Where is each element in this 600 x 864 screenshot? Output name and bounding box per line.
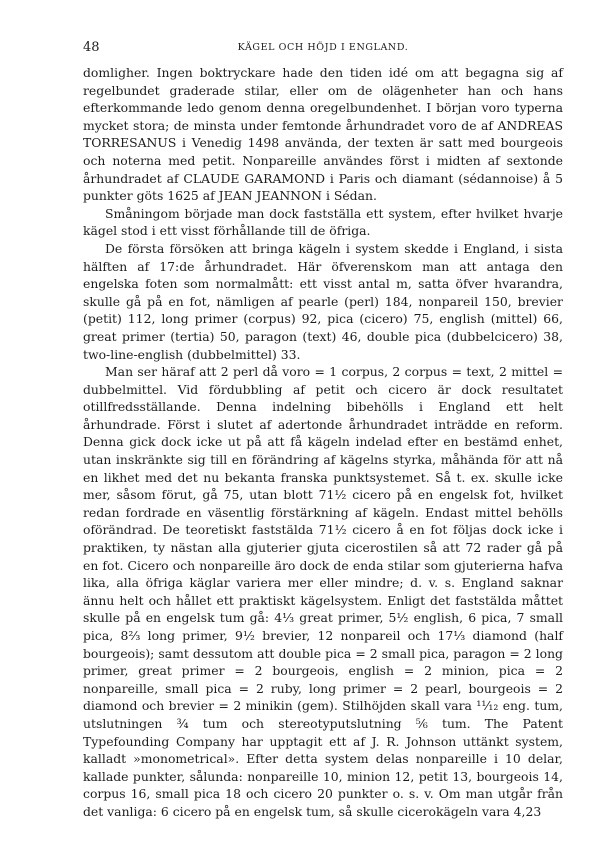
body-text <box>83 64 563 821</box>
paragraph: De första försöken att bringa kägeln i system skedde i England, i sista hälften af 17:de århundradet. Här öfverenskom man att antaga den engelska foten som normalmått: ett visst antal m, satta öfver hvarandra, skulle gå på en fot, nämligen af pearle (perl) 184, nonpareil 150, brevier (petit) 112, long primer (corpus) 92, pica (cicero) 75, english (mittel) 66, great primer (tertia) 50, paragon (text) 46, double pica (dubbelcicero) 38, two-line-english (dubbelmittel) 33. <box>83 240 563 362</box>
paragraph: Man ser häraf att 2 perl då voro = 1 corpus, 2 corpus = text, 2 mittel = dubbelmittel. Vid fördubbling af petit och cicero är dock resultatet otillfredsställande. Denna indelning bibehölls i England ett helt århundrade. Först i slutet af adertonde århundradet inträdde en reform. Denna gick dock icke ut på att få kägeln indelad efter en bestämd enhet, utan inskränkte sig till en förändring af kägelns styrka, måhända för att nå en likhet med det nu bekanta franska punktsystemet. Så t. ex. skulle icke mer, såsom förut, gå 75, utan blott 71½ cicero på en engelsk fot, hvilket redan fordrade en väsentlig förstärkning af kägeln. Endast mittel behölls oförändrad. De teoretiskt faststälda 71½ cicero å en fot följas dock icke i praktiken, ty nästan alla gjuterier gjuta cicerostilen så att 72 rader gå på en fot. Cicero och nonpareille äro dock de enda stilar som gjuterierna hafva lika, alla öfriga käglar variera mer eller mindre; d. v. s. England saknar ännu helt och hållet ett praktiskt kägelsystem. Enligt det faststälda måttet skulle på en engelsk tum gå: 4⅓ great primer, 5½ english, 6 pica, 7 small pica, 8⅔ long primer, 9½ brevier, 12 nonpareil och 17⅓ diamond (half bourgeois); samt dessutom att double pica = 2 small pica, paragon = 2 long primer, great primer = 2 bourgeois, english = 2 minion, pica = 2 nonpareille, small pica = 2 ruby, long primer = 2 pearl, bourgeois = 2 diamond och brevier = 2 minikin (gem). Stilhöjden skall vara ¹¹⁄₁₂ eng. tum, utslutningen ³⁄₄ tum och stereotyputslutning ⁵⁄₆ tum. The Patent Typefounding Company har upptagit ett af J. R. Johnson uttänkt system, kalladt »monometrical». Efter detta system delas nonpareille i 10 delar, kallade punkter, sålunda: nonpareille 10, minion 12, petit 13, bourgeois 14, corpus 16, small pica 18 och cicero 20 punkter o. s. v. Om man utgår från det vanliga: 6 cicero på en engelsk tum, så skulle cicerokägeln vara 4,23 <box>83 364 563 819</box>
running-head: KÄGEL OCH HÖJD I ENGLAND. <box>237 42 409 53</box>
paragraph: Småningom började man dock fastställa ett system, efter hvilket hvarje kägel stod i ett visst förhållande till de öfriga. <box>83 205 563 239</box>
page-number: 48 <box>83 40 100 55</box>
paragraph-continued: domligher. Ingen boktryckare hade den tiden idé om att begagna sig af regelbundet graderade stilar, eller om de olägenheter han och hans efterkommande ledo genom denna oregelbundenhet. I början voro typerna mycket stora; de minsta under femtonde århundradet voro de af ANDREAS TORRESANUS i Venedig 1498 använda, der texten är satt med bourgeois och noterna med petit. Nonpareille användes först i midten af sextonde århundradet af CLAUDE GARAMOND i Paris och diamant (sédannoise) å 5 punkter göts 1625 af JEAN JEANNON i Sédan. <box>83 65 563 204</box>
book-page <box>83 40 563 821</box>
page-header <box>83 40 563 56</box>
